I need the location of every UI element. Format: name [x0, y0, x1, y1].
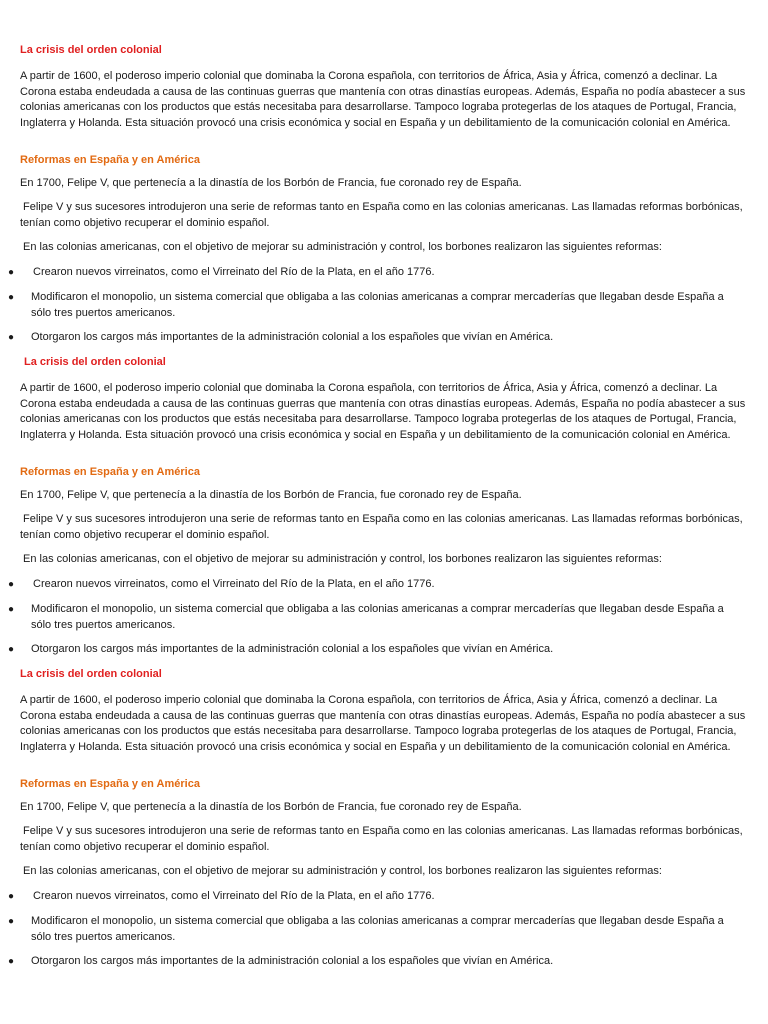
bullet-icon: ●	[8, 644, 15, 655]
intro-paragraph: A partir de 1600, el poderoso imperio colonial que dominaba la Corona española, con territorios de África, Asia y África, comenzó a declinar. La Corona estaba endeudada a causa de las continuas guerras que mantenía con otras dinastías europeas. Además, España no podía abastecer a sus colonias americanas con los productos que estás necesitaba para desarrollarse. Tampoco lograba protegerlas de los ataques de Portugal, Francia, Inglaterra y Holanda. Esta situación provocó una crisis económica y social en España y un debilitamiento de la comunicación colonial en América.	[20, 694, 746, 753]
paragraph-1700: En 1700, Felipe V, que pertenecía a la dinastía de los Borbón de Francia, fue coronado rey de España.	[20, 801, 522, 813]
paragraph-colonias: En las colonias americanas, con el objetivo de mejorar su administración y control, los borbones realizaron las siguientes reformas:	[23, 241, 662, 253]
list-item-text: Otorgaron los cargos más importantes de la administración colonial a los españoles que vivían en América.	[31, 331, 554, 343]
bullet-icon: ●	[8, 579, 15, 590]
paragraph-felipe: Felipe V y sus sucesores introdujeron una serie de reformas tanto en España como en las colonias americanas. Las llamadas reformas borbónicas, tenían como objetivo recuperar el dominio español.	[20, 201, 743, 229]
list-item-text: Otorgaron los cargos más importantes de la administración colonial a los españoles que vivían en América.	[31, 955, 554, 967]
bullet-icon: ●	[8, 956, 15, 967]
list-item-text: Modificaron el monopolio, un sistema comercial que obligaba a las colonias americanas a comprar mercaderías que llegaban desde España a sólo tres puertos americanos.	[31, 291, 724, 319]
document-section	[0, 354, 768, 666]
section-subtitle: Reformas en España y en América	[20, 154, 200, 166]
paragraph-1700: En 1700, Felipe V, que pertenecía a la dinastía de los Borbón de Francia, fue coronado rey de España.	[20, 177, 522, 189]
section-title: La crisis del orden colonial	[20, 668, 162, 680]
bullet-icon: ●	[8, 604, 15, 615]
list-item-text: Modificaron el monopolio, un sistema comercial que obligaba a las colonias americanas a comprar mercaderías que llegaban desde España a sólo tres puertos americanos.	[31, 603, 724, 631]
section-title: La crisis del orden colonial	[20, 44, 162, 56]
list-item-text: Crearon nuevos virreinatos, como el Virreinato del Río de la Plata, en el año 1776.	[33, 578, 435, 590]
bullet-icon: ●	[8, 267, 15, 278]
list-item-text: Otorgaron los cargos más importantes de la administración colonial a los españoles que vivían en América.	[31, 643, 554, 655]
bullet-icon: ●	[8, 292, 15, 303]
intro-paragraph: A partir de 1600, el poderoso imperio colonial que dominaba la Corona española, con territorios de África, Asia y África, comenzó a declinar. La Corona estaba endeudada a causa de las continuas guerras que mantenía con otras dinastías europeas. Además, España no podía abastecer a sus colonias americanas con los productos que estás necesitaba para desarrollarse. Tampoco lograba protegerlas de los ataques de Portugal, Francia, Inglaterra y Holanda. Esta situación provocó una crisis económica y social en España y un debilitamiento de la comunicación colonial en América.	[20, 382, 746, 441]
section-subtitle: Reformas en España y en América	[20, 778, 200, 790]
section-title: La crisis del orden colonial	[24, 356, 166, 368]
section-subtitle: Reformas en España y en América	[20, 466, 200, 478]
paragraph-felipe: Felipe V y sus sucesores introdujeron una serie de reformas tanto en España como en las colonias americanas. Las llamadas reformas borbónicas, tenían como objetivo recuperar el dominio español.	[20, 825, 743, 853]
paragraph-colonias: En las colonias americanas, con el objetivo de mejorar su administración y control, los borbones realizaron las siguientes reformas:	[23, 865, 662, 877]
bullet-icon: ●	[8, 332, 15, 343]
paragraph-colonias: En las colonias americanas, con el objetivo de mejorar su administración y control, los borbones realizaron las siguientes reformas:	[23, 553, 662, 565]
bullet-icon: ●	[8, 891, 15, 902]
list-item-text: Crearon nuevos virreinatos, como el Virreinato del Río de la Plata, en el año 1776.	[33, 266, 435, 278]
intro-paragraph: A partir de 1600, el poderoso imperio colonial que dominaba la Corona española, con territorios de África, Asia y África, comenzó a declinar. La Corona estaba endeudada a causa de las continuas guerras que mantenía con otras dinastías europeas. Además, España no podía abastecer a sus colonias americanas con los productos que estás necesitaba para desarrollarse. Tampoco lograba protegerlas de los ataques de Portugal, Francia, Inglaterra y Holanda. Esta situación provocó una crisis económica y social en España y un debilitamiento de la comunicación colonial en América.	[20, 70, 746, 129]
list-item-text: Crearon nuevos virreinatos, como el Virreinato del Río de la Plata, en el año 1776.	[33, 890, 435, 902]
paragraph-felipe: Felipe V y sus sucesores introdujeron una serie de reformas tanto en España como en las colonias americanas. Las llamadas reformas borbónicas, tenían como objetivo recuperar el dominio español.	[20, 513, 743, 541]
document-section	[0, 42, 768, 354]
bullet-icon: ●	[8, 916, 15, 927]
paragraph-1700: En 1700, Felipe V, que pertenecía a la dinastía de los Borbón de Francia, fue coronado rey de España.	[20, 489, 522, 501]
document-section	[0, 666, 768, 978]
list-item-text: Modificaron el monopolio, un sistema comercial que obligaba a las colonias americanas a comprar mercaderías que llegaban desde España a sólo tres puertos americanos.	[31, 915, 724, 943]
